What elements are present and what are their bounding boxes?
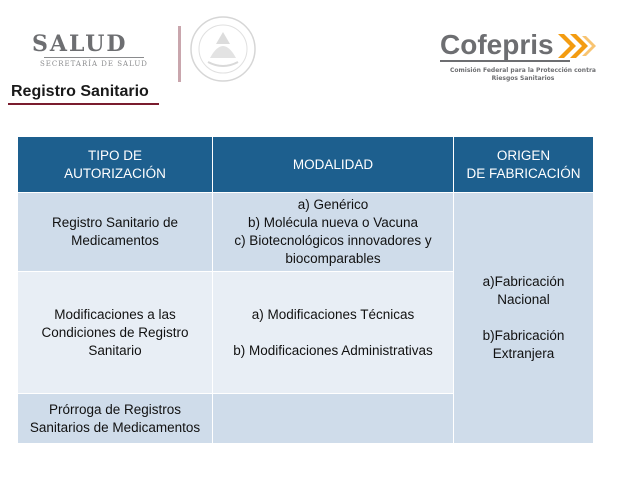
cofepris-subtitle: Comisión Federal para la Protección contra Riesgos Sanitarios (450, 67, 596, 82)
cell-tipo: Prórroga de Registros Sanitarios de Medicamentos (18, 394, 213, 444)
cell-tipo: Registro Sanitario de Medicamentos (18, 193, 213, 272)
table-header-row (18, 137, 594, 193)
cell-tipo: Modificaciones a las Condiciones de Registro Sanitario (18, 272, 213, 394)
header-tipo: TIPO DE AUTORIZACIÓN (18, 137, 213, 193)
cell-origen: a)Fabricación Nacional b)Fabricación Extranjera (454, 193, 594, 444)
cell-modalidad (213, 394, 454, 444)
national-seal-icon (188, 14, 258, 84)
page-title: Registro Sanitario (11, 83, 149, 100)
header-modalidad: MODALIDAD (213, 137, 454, 193)
cell-modalidad: a) Modificaciones Técnicas b) Modificaciones Administrativas (213, 272, 454, 394)
table-row (18, 193, 594, 272)
cell-modalidad: a) Genérico b) Molécula nueva o Vacuna c) Biotecnológicos innovadores y biocomparables (213, 193, 454, 272)
registration-table (17, 136, 594, 444)
logo-divider (178, 26, 181, 82)
salud-wordmark: SALUD (32, 31, 128, 57)
cofepris-wordmark: Cofepris (440, 29, 554, 60)
page-header (0, 0, 638, 100)
header-origen: ORIGEN DE FABRICACIÓN (454, 137, 594, 193)
salud-subtitle: SECRETARÍA DE SALUD (40, 60, 148, 68)
title-underline (8, 103, 159, 105)
salud-underline (44, 57, 144, 58)
